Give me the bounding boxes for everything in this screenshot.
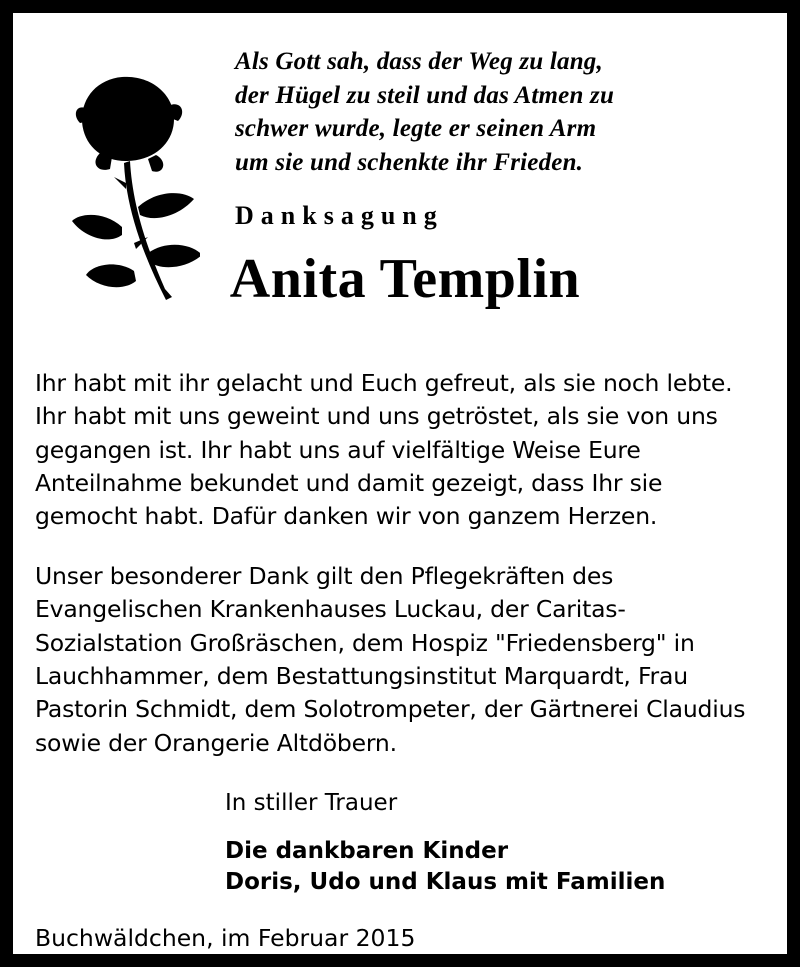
- verse-line-1: Als Gott sah, dass der Weg zu lang,: [235, 48, 603, 75]
- verse-line-2: der Hügel zu steil und das Atmen zu: [235, 81, 615, 109]
- verse-line-4: um sie und schenkte ihr Frieden.: [235, 148, 584, 176]
- notice-header: [35, 27, 765, 337]
- verse-block: [235, 27, 765, 179]
- signers-line-1: Die dankbaren Kinder: [225, 837, 509, 864]
- deceased-name: Anita Templin: [229, 248, 581, 310]
- signers-line-2: Doris, Udo und Klaus mit Familien: [225, 869, 666, 895]
- signers-block: [225, 836, 765, 898]
- verse-line-3: schwer wurde, legte er seinen Arm: [235, 115, 597, 142]
- closing-line: In stiller Trauer: [225, 789, 398, 816]
- thanks-paragraph-2: Unser besonderer Dank gilt den Pflegekräften des Evangelischen Krankenhauses Luckau, der Caritas-Sozialstation Großräschen, dem Hospiz "Friedensberg" in Lauchhammer, dem Bestattungsinstitut Marquardt, Frau Pastorin Schmidt, dem Solotrompeter, der Gärtnerei Claudius sowie der Orangerie Altdöbern.: [35, 561, 746, 757]
- thanks-paragraph-1: Ihr habt mit ihr gelacht und Euch gefreut, als sie noch lebte. Ihr habt mit uns geweint und uns getröstet, als sie von uns gegangen ist. Ihr habt uns auf vielfältige Weise Eure Anteilnahme bekundet und damit gezeigt, dass Ihr sie gemocht habt. Dafür danken wir von ganzem Herzen.: [35, 369, 733, 531]
- place-date: Buchwäldchen, im Februar 2015: [35, 924, 416, 953]
- rose-icon: [60, 57, 200, 317]
- notice-heading: Danksagung: [235, 201, 444, 230]
